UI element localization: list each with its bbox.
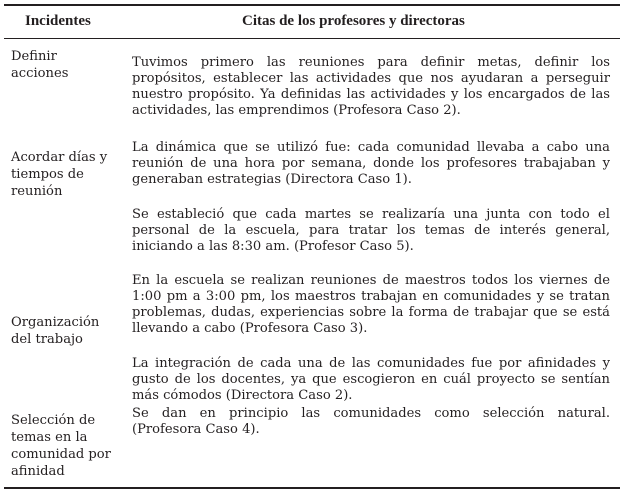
- header-rule: [4, 38, 620, 39]
- header-incidents: Incidentes: [25, 13, 91, 29]
- label-definir-acciones: Definir acciones: [11, 49, 69, 81]
- header-quotes: Citas de los profesores y directoras: [242, 13, 465, 29]
- top-rule: [4, 4, 620, 6]
- label-acordar-dias: Acordar días y tiempos de reunión: [11, 150, 108, 199]
- label-seleccion: Selección de temas en la comunidad por afinidad: [11, 413, 111, 479]
- quote-profesora-caso-2: Tuvimos primero las reuniones para definir metas, definir los propósitos, establecer las actividades que nos ayudaran a perseguir nuestro propósito. Ya definidas las actividades y los encargados de las actividades, las emprendimos (Profesora Caso 2).: [132, 55, 610, 118]
- quote-profesora-caso-3: En la escuela se realizan reuniones de maestros todos los viernes de 1:00 pm a 3:00 pm, los maestros trabajan en comunidades y se tratan problemas, dudas, experiencias sobre la forma de trabajar que se está llevando a cabo (Profesora Caso 3).: [132, 273, 610, 336]
- quote-directora-caso-2: La integración de cada una de las comunidades fue por afinidades y gusto de los docentes, ya que escogieron en cuál proyecto se sentían más cómodos (Directora Caso 2).: [132, 356, 610, 403]
- quote-profesor-caso-5: Se estableció que cada martes se realizaría una junta con todo el personal de la escuela, para tratar los temas de interés general, iniciando a las 8:30 am. (Profesor Caso 5).: [132, 207, 610, 254]
- quote-directora-caso-1: La dinámica que se utilizó fue: cada comunidad llevaba a cabo una reunión de una hora por semana, donde los profesores trabajaban y generaban estrategias (Directora Caso 1).: [132, 140, 610, 187]
- bottom-rule: [4, 487, 620, 489]
- label-organizacion: Organización del trabajo: [11, 315, 100, 347]
- quote-profesora-caso-4: Se dan en principio las comunidades como selección natural. (Profesora Caso 4).: [132, 406, 610, 437]
